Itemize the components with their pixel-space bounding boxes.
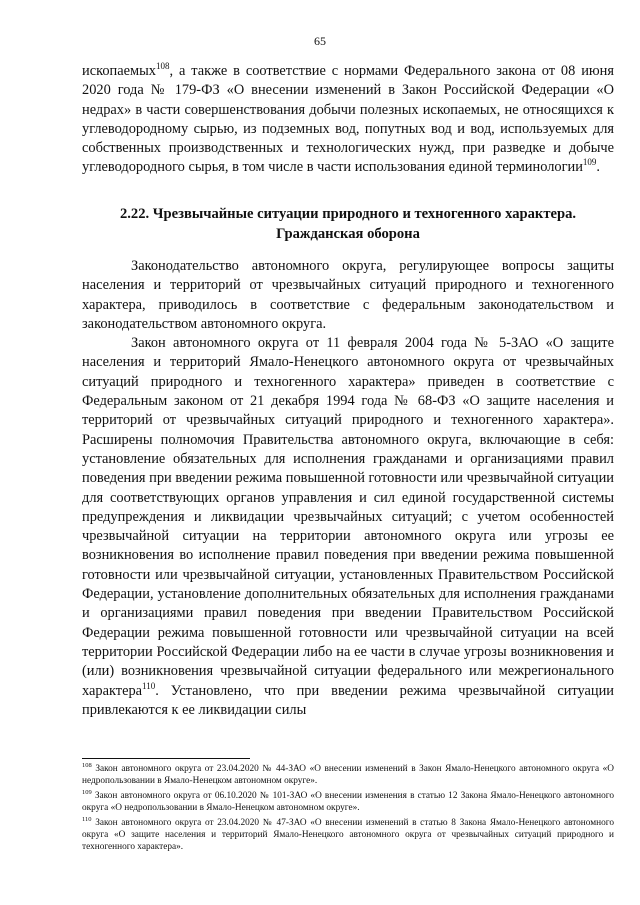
footnotes <box>82 763 614 856</box>
section-heading <box>82 205 614 244</box>
footnote-ref-108[interactable]: 108 <box>156 61 170 72</box>
paragraph-1: Законодательство автономного округа, регулирующее вопросы защиты населения и территорий от чрезвычайных ситуаций природного и техногенного характера, приводилось в соответствие с федеральным законодательством и законодательством автономного округа. <box>82 258 614 332</box>
footnote-separator <box>82 758 250 759</box>
top-paragraph-text-3: . <box>596 159 601 176</box>
paragraph-2 <box>82 334 614 720</box>
top-paragraph-block <box>82 62 614 178</box>
footnote-item <box>82 763 614 788</box>
main-body-block <box>82 257 614 720</box>
section-heading-line-2: Гражданская оборона <box>276 225 420 242</box>
page-number: 65 <box>314 34 326 48</box>
footnote-number: 110 <box>82 815 92 823</box>
footnote-ref-109[interactable]: 109 <box>582 157 597 168</box>
footnote-number: 108 <box>82 761 92 769</box>
top-paragraph <box>82 62 614 178</box>
footnote-item <box>82 817 614 854</box>
footnote-text: Закон автономного округа от 23.04.2020 № 44-ЗАО «О внесении изменений в Закон Ямало-Ненецкого автономного округа «О недропользовании в Ямало-Ненецком автономном округе». <box>82 764 614 787</box>
footnote-text: Закон автономного округа от 23.04.2020 № 47-ЗАО «О внесении изменений в статью 8 Закона Ямало-Ненецкого автономного округа «О защите населения и территорий Ямало-Ненецкого автономного округа от чрезвычайных ситуаций природного и техногенного характера». <box>82 817 614 853</box>
section-heading-line-1: 2.22. Чрезвычайные ситуации природного и техногенного характера. <box>119 206 577 222</box>
footnote-item <box>82 790 614 815</box>
paragraph-2-text-2: . Установлено, что при введении режима чрезвычайной ситуации привлекаются к ее ликвидации силы <box>82 682 614 718</box>
top-paragraph-text-1: ископаемых <box>82 63 156 79</box>
footnote-text: Закон автономного округа от 06.10.2020 № 101-ЗАО «О внесении изменения в статью 12 Закона Ямало-Ненецкого автономного округа «О недропользовании в Ямало-Ненецком автономном округе». <box>82 790 614 814</box>
paragraph-2-text-1: Закон автономного округа от 11 февраля 2004 года № 5-ЗАО «О защите населения и территорий Ямало-Ненецкого автономного округа от чрезвычайных ситуаций природного и техногенного характера» приведен в соответствие с Федеральным законом от 21 декабря 1994 года № 68-ФЗ «О защите населения и территорий от чрезвычайных ситуаций природного и техногенного характера». Расширены полномочия Правительства автономного округа, включающие в себя: установление обязательных для исполнения гражданами и организациями правил поведения при введении режима повышенной готовности или чрезвычайной ситуации для соответствующих органов управления и сил единой государственной системы предупреждения и ликвидации чрезвычайных ситуаций; с учетом особенностей чрезвычайной ситуации на территории автономного округа или угрозы ее возникновения во исполнение правил поведения при введении режима повышенной готовности или чрезвычайной ситуации, установленных Правительством Российской Федерации, установление дополнительных обязательных для исполнения гражданами и организациями правил поведения при введении Правительством Российской Федерации режима повышенной готовности или чрезвычайной ситуации на всей территории Российской Федерации либо на ее части в случае угрозы возникновения и (или) возникновения чрезвычайной ситуации федерального или межрегионального характера <box>82 335 614 699</box>
footnote-ref-110[interactable]: 110 <box>142 680 156 691</box>
top-paragraph-text-2: , а также в соответствие с нормами Федерального закона от 08 июня 2020 года № 179-ФЗ «О внесении изменений в Закон Российской Федерации «О недрах» в части совершенствования добычи полезных ископаемых, не относящихся к углеводородному сырью, из подземных вод, попутных вод и вод, используемых для собственных производственных и технологических нужд, при разведке и добыче углеводородного сырья, в том числе в части использования единой терминологии <box>82 63 614 176</box>
footnote-number: 109 <box>82 788 92 796</box>
